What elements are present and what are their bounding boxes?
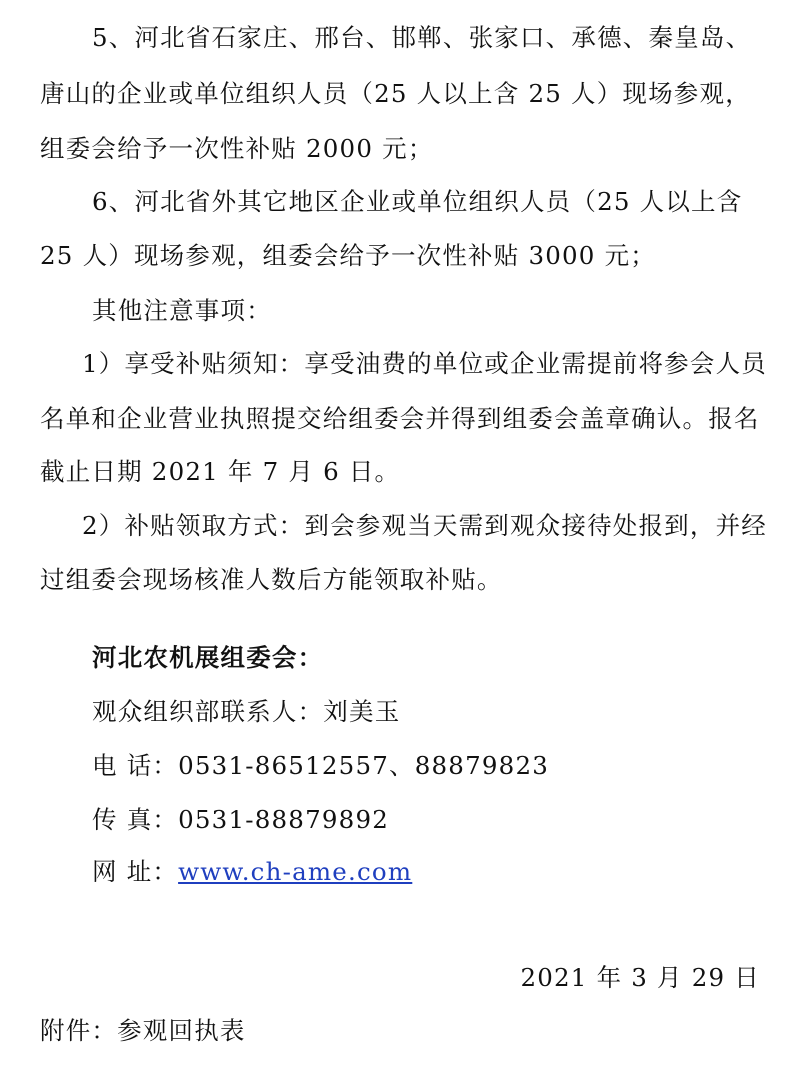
- item6-line2: 25 人）现场参观，组委会给予一次性补贴 3000 元；: [40, 241, 656, 270]
- note2-line2: 过组委会现场核准人数后方能领取补贴。: [40, 565, 503, 594]
- item5-line1: 5、河北省石家庄、邢台、邯郸、张家口、承德、秦皇岛、: [92, 23, 752, 52]
- website-link[interactable]: www.ch-ame.com: [178, 857, 413, 886]
- fax-value: 0531-88879892: [178, 805, 390, 834]
- fax-label: 传 真：: [92, 805, 179, 834]
- item5-line3: 组委会给予一次性补贴 2000 元；: [40, 134, 434, 163]
- note1-line2: 名单和企业营业执照提交给组委会并得到组委会盖章确认。报名: [40, 404, 760, 433]
- item6-line1: 6、河北省外其它地区企业或单位组织人员（25 人以上含: [92, 187, 743, 216]
- attachment-note: 附件：参观回执表: [40, 1016, 246, 1045]
- note1-line1: 1）享受补贴须知：享受油费的单位或企业需提前将参会人员: [82, 349, 767, 378]
- document-date: 2021 年 3 月 29 日: [520, 963, 760, 992]
- fax-row: [92, 804, 389, 836]
- phone-label: 电 话：: [92, 751, 179, 780]
- phone-value: 0531-86512557、88879823: [178, 751, 550, 780]
- item5-line2: 唐山的企业或单位组织人员（25 人以上含 25 人）现场参观，: [40, 79, 751, 108]
- organizer-heading: 河北农机展组委会：: [92, 643, 324, 672]
- phone-row: [92, 750, 549, 782]
- contact-person: 观众组织部联系人：刘美玉: [92, 697, 401, 726]
- note1-line3: 截止日期 2021 年 7 月 6 日。: [40, 457, 401, 486]
- notes-heading: 其他注意事项：: [92, 296, 272, 325]
- website-row: [92, 856, 412, 888]
- website-label: 网 址：: [92, 857, 179, 886]
- note2-line1: 2）补贴领取方式：到会参观当天需到观众接待处报到，并经: [82, 511, 767, 540]
